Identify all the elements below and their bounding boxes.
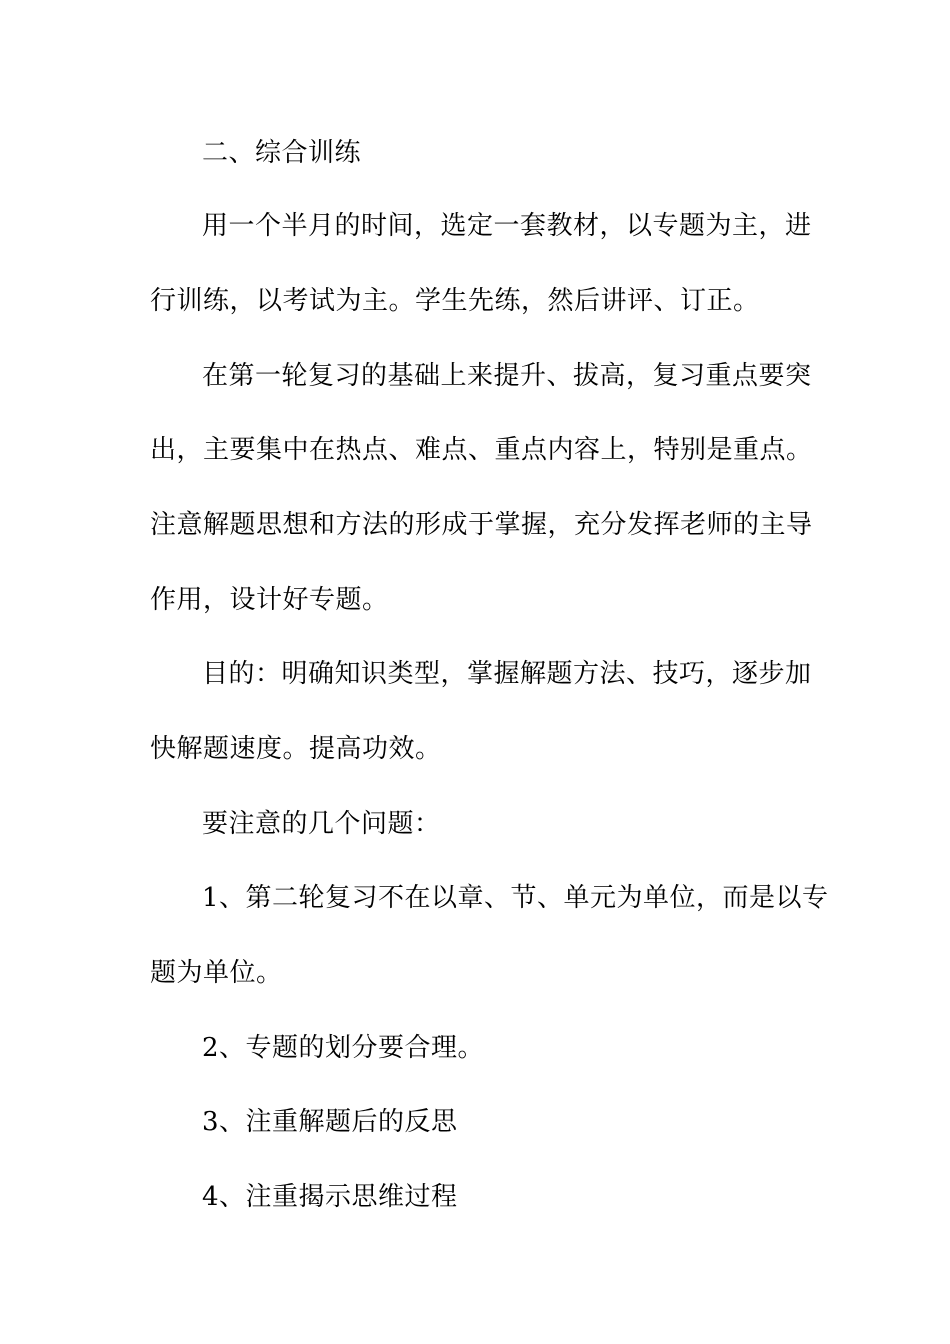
section-heading: 二、综合训练 <box>202 138 362 168</box>
paragraph-line: 快解题速度。提高功效。 <box>150 734 442 764</box>
list-item-line: 1、第二轮复习不在以章、节、单元为单位，而是以专 <box>202 883 829 913</box>
paragraph-line: 在第一轮复习的基础上来提升、拔高，复习重点要突 <box>202 361 812 391</box>
list-item-line: 3、注重解题后的反思 <box>202 1107 458 1137</box>
paragraph-line: 出，主要集中在热点、难点、重点内容上，特别是重点。 <box>150 435 813 465</box>
list-item-line: 2、专题的划分要合理。 <box>202 1033 485 1063</box>
list-item-line: 4、注重揭示思维过程 <box>202 1182 458 1212</box>
paragraph-line: 用一个半月的时间，选定一套教材，以专题为主，进 <box>202 211 812 241</box>
paragraph-line: 行训练，以考试为主。学生先练，然后讲评、订正。 <box>150 286 760 316</box>
paragraph-line: 目的：明确知识类型，掌握解题方法、技巧，逐步加 <box>202 659 812 689</box>
paragraph-line: 注意解题思想和方法的形成于掌握，充分发挥老师的主导 <box>150 510 813 540</box>
paragraph-line: 要注意的几个问题： <box>202 809 441 839</box>
list-item-line: 题为单位。 <box>150 958 283 988</box>
paragraph-line: 作用，设计好专题。 <box>150 585 389 615</box>
